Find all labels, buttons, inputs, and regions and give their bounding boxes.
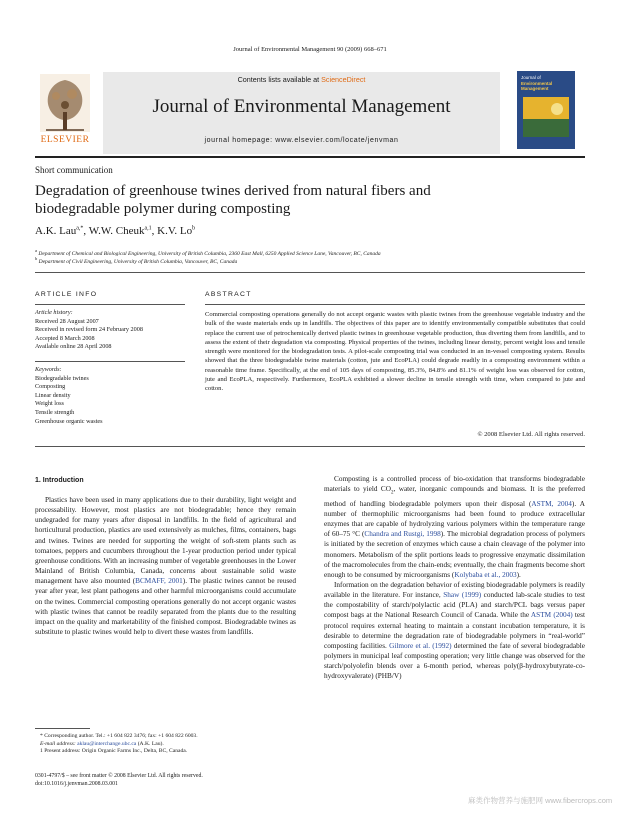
footnotes <box>35 733 305 756</box>
keyword: Tensile strength <box>35 408 75 416</box>
author-list: A.K. Lau$^{a,*}$, W.W. Cheuk$^{a,1}$, K.V. Lo$^b$ <box>35 225 196 237</box>
author-affil-mark[interactable]: a,1 <box>144 225 152 232</box>
running-head: Journal of Environmental Management 90 (2009) 668–671 <box>233 46 387 53</box>
citation-link[interactable]: Kolybaba et al., 2003 <box>454 570 517 579</box>
cover-title-main: Environmental Management <box>521 80 553 91</box>
paragraph: Composting is a controlled process of bio-oxidation that transforms biodegradable materials to yield $CO_2$, water, inorganic compounds and biomass. It is the preferred method of handling biodegradable polymers upon their disposal (ASTM, 2004). A number of thermophilic microorganisms had been found to produce extracellular enzymes that are capable of hydrolyzing various polymers within the temperature range of 60–75 °C (Chandra and Rustgi, 1998). The microbial degradation process of polymers is initiated by the secretion of enzymes which cause a chain cleavage of the polymer into monomers. Metabolism of the split portions leads to progressive enzymatic dissimilation of the macromolecules from the chain-ends; eventually, the chain fragments become short enough to be consumed by microorganisms (Kolybaba et al., 2003). <box>324 475 585 579</box>
article-title: Degradation of greenhouse twines derived from natural fibers and biodegradable polymer during composting <box>35 183 431 217</box>
keyword: Weight loss <box>35 400 64 408</box>
cover-art-icon <box>517 71 575 149</box>
sciencedirect-link[interactable]: ScienceDirect <box>321 75 366 84</box>
site-watermark: 麻类作物营养与施肥网 www.fibercrops.com <box>468 796 613 805</box>
header-rule <box>35 156 585 158</box>
affiliation-a: $^a$ Department of Chemical and Biological Engineering, University of British Columbia, 2360 East Mall, 6250 Applied Science Lane, Vancouver, BC, Canada <box>35 248 381 257</box>
affiliation-rule <box>35 272 585 273</box>
elsevier-logo <box>36 72 94 150</box>
section-heading-introduction: 1. Introduction <box>35 477 84 484</box>
keyword: Linear density <box>35 391 71 399</box>
author-name: A.K. Lau <box>35 225 77 237</box>
citation-link[interactable]: ASTM (2004) <box>530 611 573 620</box>
footnote-rule <box>35 728 90 729</box>
history-item: Accepted 8 March 2008 <box>35 334 95 342</box>
citation-link[interactable]: Chandra and Rustgi, 1998 <box>364 530 441 539</box>
keywords <box>35 366 185 426</box>
keywords-label: Keywords: <box>35 366 62 373</box>
contents-prefix: Contents lists available at <box>237 75 322 84</box>
body-column-right <box>324 474 585 682</box>
elsevier-wordmark: ELSEVIER <box>40 135 90 145</box>
author-name: K.V. Lo <box>157 225 193 237</box>
journal-homepage[interactable]: journal homepage: www.elsevier.com/locate/jenvman <box>204 137 399 144</box>
abstract-heading: ABSTRACT <box>205 291 252 298</box>
article-history <box>35 309 185 352</box>
history-rule <box>35 361 185 362</box>
abstract-text: Commercial composting operations generally do not accept organic wastes with plastic twines from the greenhouse vegetable industry and the bulk of the waste materials ends up in landfills. The objectives of this paper are to identify environmentally compatible substitutes that could replace the current use of petrochemically derived plastic twines in greenhouse vegetable production, thus diverting them from landfills, and to assess the extent of their degradation via composting. Physical properties of the twines, including linear density, percent weight loss and tensile strength were monitored for the biodegradation tests. A pilot-scale composting trial was conducted in an in-vessel composting system. Results showed that the three biodegradable twine materials (cotton, jute and EcoPLA) could degrade readily in a composting environment within a reasonable time frame. Specifically, at the end of 105 days of composting, 85.3%, 84.8% and 81.1% of weight loss was observed for cotton, jute and EcoPLA, respectively. Furthermore, EcoPLA exhibited a slower decline in tensile strength with time, when compared to jute and cotton. <box>205 311 585 393</box>
citation-link[interactable]: BCMAFF, 2001 <box>135 577 183 586</box>
keyword: Biodegradable twines <box>35 374 89 382</box>
history-item: Received in revised form 24 February 2008 <box>35 326 143 334</box>
email-link[interactable]: aklau@interchange.ubc.ca <box>77 740 137 747</box>
footnote-corresponding: * Corresponding author. Tel.: +1 604 822 3476; fax: +1 604 822 6003. <box>40 733 198 739</box>
abstract-bottom-rule <box>35 446 585 447</box>
cover-title-small: Journal of <box>521 75 541 80</box>
paragraph: Information on the degradation behavior of existing biodegradable polymers is readily available in the literature. For instance, Shaw (1999) conducted lab-scale studies to test the compostability of starch/polylactic acid (PLA) and starch/PCL bags versus paper compost bags at the National Research Council of Canada. While the ASTM (2004) test protocol requires external heating to maintain a constant incubation temperature, it is desirable to determine the degradation rate of biodegradable polymers in “real-world” composting facilities. Gilmore et al. (1992) determined the fate of several biodegradable polymers in municipal leaf composting operation; very little change was observed for the starch/polyolefin blends over a 6-month period, whereas poly(β-hydroxybutyrate-co-hydroxyvalerate) (PHB/V) <box>324 581 585 681</box>
author-affil-mark[interactable]: a,* <box>76 225 84 232</box>
article-type: Short communication <box>35 165 113 175</box>
citation-link[interactable]: ASTM, 2004 <box>531 499 572 508</box>
issn-line: 0301-4797/$ – see front matter © 2008 Elsevier Ltd. All rights reserved. <box>35 773 203 779</box>
keyword: Greenhouse organic wastes <box>35 417 103 425</box>
doi-line[interactable]: doi:10.1016/j.jenvman.2008.03.001 <box>35 781 118 787</box>
history-label: Article history: <box>35 309 73 316</box>
history-item: Available online 28 April 2008 <box>35 343 112 351</box>
paragraph: Plastics have been used in many applications due to their durability, light weight and processability. However, most plastics are not biodegradable; hence they remain undegraded for many years after disposal in landfills. In the field of agricultural and horticultural production, plastics are used extensively as mulches, films, containers, bags and twines. Twines are needed for supporting the weight of soft-stem plants such as tomatoes, peppers and cucumbers throughout the 1-year production period under typical greenhouse conditions. With an increasing number of vegetable greenhouses in the Lower Mainland of British Columbia, Canada, concerns about sustainable solid waste management have also mounted (BCMAFF, 2001). The plastic twines cannot be reused year after year, lest plant pathogens and other harmful microorganisms could accumulate on the twines. Commercial composting operations generally do not accept organic wastes with plastic twines that cannot be readily separated from the plants due to the resulting impact on the quality and marketability of the finished compost. Biodegradable twines as substitute to plastic twines would help to divert these wastes from landfills. <box>35 496 296 637</box>
journal-title: Journal of Environmental Management <box>152 96 451 117</box>
keyword: Composting <box>35 383 66 391</box>
author-affil-mark[interactable]: b <box>192 225 196 232</box>
article-info-rule <box>35 304 185 305</box>
affiliation-b: $^b$ Department of Civil Engineering, University of British Columbia, Vancouver, BC, Canada <box>35 256 238 265</box>
citation-link[interactable]: Shaw (1999) <box>443 591 482 600</box>
footnote-email: E-mail address: aklau@interchange.ubc.ca (A.K. Lau). <box>40 740 164 747</box>
footnote-present-address: 1 Present address: Origin Organic Farms Inc., Delta, BC, Canada. <box>40 748 188 754</box>
citation-link[interactable]: Gilmore et al. (1992) <box>389 641 452 650</box>
history-item: Received 28 August 2007 <box>35 317 99 325</box>
front-matter <box>35 772 203 788</box>
body-column-left <box>35 495 296 637</box>
abstract-copyright: © 2008 Elsevier Ltd. All rights reserved. <box>477 431 585 438</box>
journal-cover-image <box>517 71 575 149</box>
article-info-heading: ARTICLE INFO <box>35 291 98 298</box>
abstract-rule <box>205 304 585 305</box>
author-name: W.W. Cheuk <box>88 225 145 237</box>
contents-line <box>103 75 500 84</box>
